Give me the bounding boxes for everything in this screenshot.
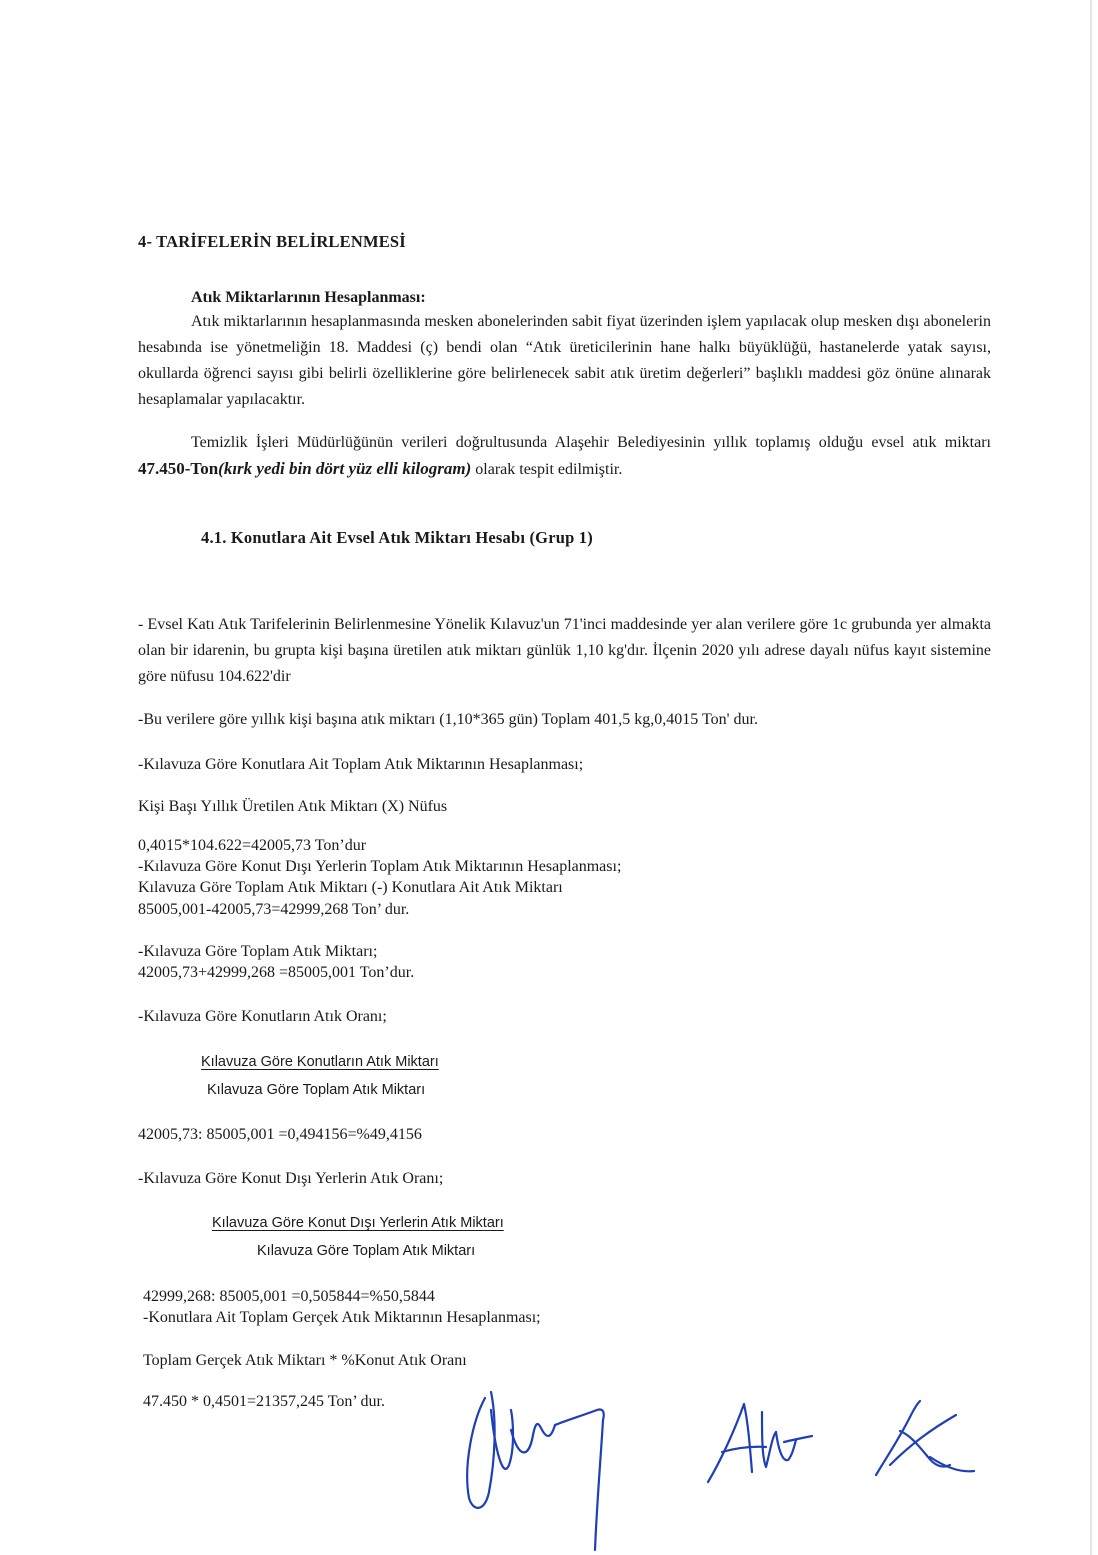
line-real-residential-total: -Konutlara Ait Toplam Gerçek Atık Miktarının Hesaplanması;: [143, 1309, 541, 1326]
signature-2: [700, 1392, 820, 1492]
para2-amount-in-words: (kırk yedi bin dört yüz elli kilogram): [218, 459, 472, 478]
line-guide-total: -Kılavuza Göre Toplam Atık Miktarı;: [138, 943, 378, 960]
line-per-capita-waste: -Bu verilere göre yıllık kişi başına atık miktarı (1,10*365 gün) Toplam 401,5 kg,0,4015 Ton' dur.: [138, 711, 758, 728]
section-title: 4- TARİFELERİN BELİRLENMESİ: [138, 232, 406, 251]
para2-total-amount: 47.450-Ton: [138, 459, 219, 478]
calc-residential-total: 0,4015*104.622=42005,73 Ton’dur: [138, 837, 367, 854]
subtitle: Atık Miktarlarının Hesaplanması:: [191, 289, 426, 306]
calc-final-residential: 47.450 * 0,4501=21357,245 Ton’ dur.: [143, 1393, 385, 1410]
line-formula-real: Toplam Gerçek Atık Miktarı * %Konut Atık Oranı: [143, 1352, 467, 1369]
calc-nonresidential-total: 85005,001-42005,73=42999,268 Ton’ dur.: [138, 901, 410, 918]
line-residential-ratio: -Kılavuza Göre Konutların Atık Oranı;: [138, 1008, 387, 1025]
fraction2-denominator: Kılavuza Göre Toplam Atık Miktarı: [257, 1243, 476, 1259]
paragraph-guide-data: - Evsel Katı Atık Tarifelerinin Belirlenmesine Yönelik Kılavuz'un 71'inci maddesinde yer alan verilere göre 1c grubunda yer almakta olan bir idarenin, bu grupta kişi başına üretilen atık miktarı günlük 1,10 kg'dır. İlçenin 2020 yılı adrese dayalı nüfus kayıt sistemine göre nüfusu 104.622'dir: [138, 616, 991, 685]
signature-3: [870, 1395, 980, 1490]
fraction1-denominator: Kılavuza Göre Toplam Atık Miktarı: [207, 1082, 426, 1098]
para2-text-before: Temizlik İşleri Müdürlüğünün verileri doğrultusunda Alaşehir Belediyesinin yıllık toplamış olduğu evsel atık miktarı: [191, 434, 991, 451]
section-4-1-title: 4.1. Konutlara Ait Evsel Atık Miktarı Hesabı (Grup 1): [201, 528, 593, 547]
line-nonresidential-ratio: -Kılavuza Göre Konut Dışı Yerlerin Atık Oranı;: [138, 1170, 444, 1187]
line-guide-nonresidential-total: -Kılavuza Göre Konut Dışı Yerlerin Toplam Atık Miktarının Hesaplanması;: [138, 858, 622, 875]
calc-guide-total: 42005,73+42999,268 =85005,001 Ton’dur.: [138, 964, 415, 981]
fraction2-numerator: Kılavuza Göre Konut Dışı Yerlerin Atık Miktarı: [212, 1215, 504, 1231]
line-formula-nonresidential: Kılavuza Göre Toplam Atık Miktarı (-) Konutlara Ait Atık Miktarı: [138, 879, 563, 896]
calc-residential-ratio: 42005,73: 85005,001 =0,494156=%49,4156: [138, 1126, 422, 1143]
line-guide-residential-total: -Kılavuza Göre Konutlara Ait Toplam Atık Miktarının Hesaplanması;: [138, 756, 584, 773]
paragraph-calculation-method: Atık miktarlarının hesaplanmasında mesken abonelerinden sabit fiyat üzerinden işlem yapılacak olup mesken dışı abonelerin hesabında ise yönetmeliğin 18. Maddesi (ç) bendi olan “Atık üreticilerinin hane halkı büyüklüğü, hastanelerde yatak sayısı, okullarda öğrenci sayısı gibi belirli özelliklerine göre belirlenecek sabit atık üretim değerleri” başlıklı maddesi göz önüne alınarak hesaplamalar yapılacaktır.: [138, 313, 991, 408]
para2-text-after: olarak tespit edilmiştir.: [471, 461, 623, 478]
page-edge: [1090, 0, 1092, 1555]
line-formula-per-capita: Kişi Başı Yıllık Üretilen Atık Miktarı (X) Nüfus: [138, 798, 448, 815]
paragraph-total-waste: [138, 430, 991, 483]
signature-1: [455, 1380, 625, 1555]
calc-nonresidential-ratio: 42999,268: 85005,001 =0,505844=%50,5844: [143, 1288, 435, 1305]
fraction1-numerator: Kılavuza Göre Konutların Atık Miktarı: [201, 1054, 439, 1070]
